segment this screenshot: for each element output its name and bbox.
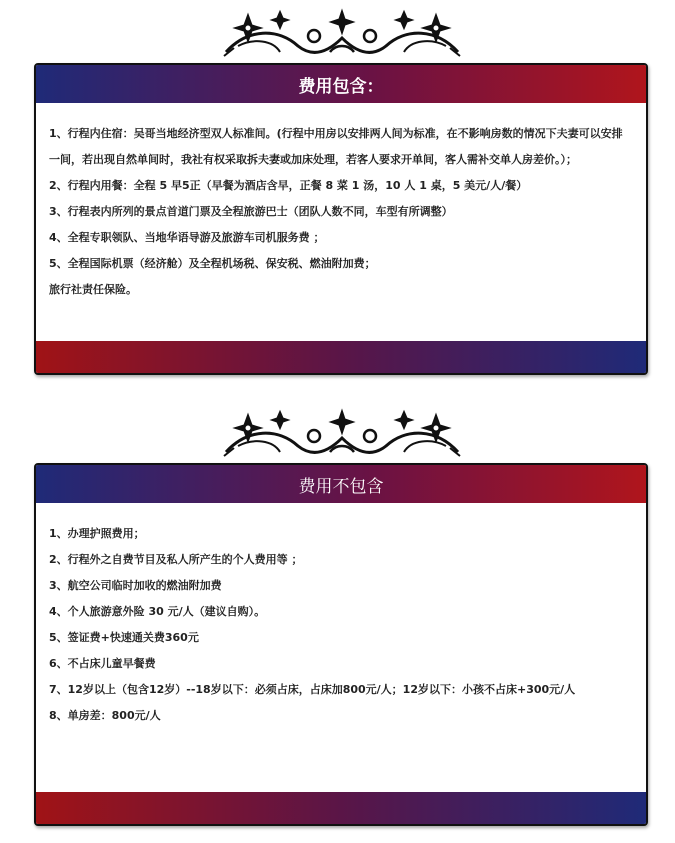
fee-excluded-title: 费用不包含 bbox=[36, 465, 646, 503]
list-item: 4、个人旅游意外险 30 元/人（建议自购）。 bbox=[49, 605, 266, 618]
list-item: 3、行程表内所列的景点首道门票及全程旅游巴士（团队人数不同，车型有所调整） bbox=[49, 205, 453, 218]
floral-ornament-top bbox=[218, 8, 466, 62]
list-item: 旅行社责任保险。 bbox=[49, 283, 137, 296]
list-item: 5、全程国际机票（经济舱）及全程机场税、保安税、燃油附加费； bbox=[49, 257, 376, 270]
list-item: 7、12岁以上（包含12岁）--18岁以下：必须占床，占床加800元/人；12岁以下：小孩不占床+300元/人 bbox=[49, 683, 576, 696]
list-item: 5、签证费+快速通关费360元 bbox=[49, 631, 199, 644]
fee-included-title: 费用包含： bbox=[36, 65, 646, 103]
list-item: 2、行程外之自费节目及私人所产生的个人费用等 ； bbox=[49, 553, 303, 566]
list-item: 4、全程专职领队、当地华语导游及旅游车司机服务费 ； bbox=[49, 231, 325, 244]
list-item: 3、航空公司临时加收的燃油附加费 bbox=[49, 579, 222, 592]
card-footer-bar bbox=[36, 341, 646, 373]
list-item: 2、行程内用餐：全程 5 早5正（早餐为酒店含早，正餐 8 菜 1 汤，10 人 1 桌，5 美元/人/餐） bbox=[49, 179, 528, 192]
floral-ornament-middle bbox=[218, 408, 466, 462]
fee-included-card bbox=[34, 63, 648, 375]
floral-flourish-icon bbox=[218, 8, 466, 62]
list-item: 1、办理护照费用； bbox=[49, 527, 145, 540]
fee-excluded-card bbox=[34, 463, 648, 826]
card-footer-bar bbox=[36, 792, 646, 824]
list-item: 6、不占床儿童早餐费 bbox=[49, 657, 156, 670]
floral-flourish-icon bbox=[218, 408, 466, 462]
fee-excluded-list bbox=[36, 503, 646, 729]
fee-included-list bbox=[36, 103, 646, 303]
list-item: 8、单房差：800元/人 bbox=[49, 709, 161, 722]
list-item: 1、行程内住宿：吴哥当地经济型双人标准间。(行程中用房以安排两人间为标准，在不影响房数的情况下夫妻可以安排一间，若出现自然单间时，我社有权采取拆夫妻或加床处理，若客人要求开单间，客人需补交单人房差价。）； bbox=[49, 127, 623, 166]
